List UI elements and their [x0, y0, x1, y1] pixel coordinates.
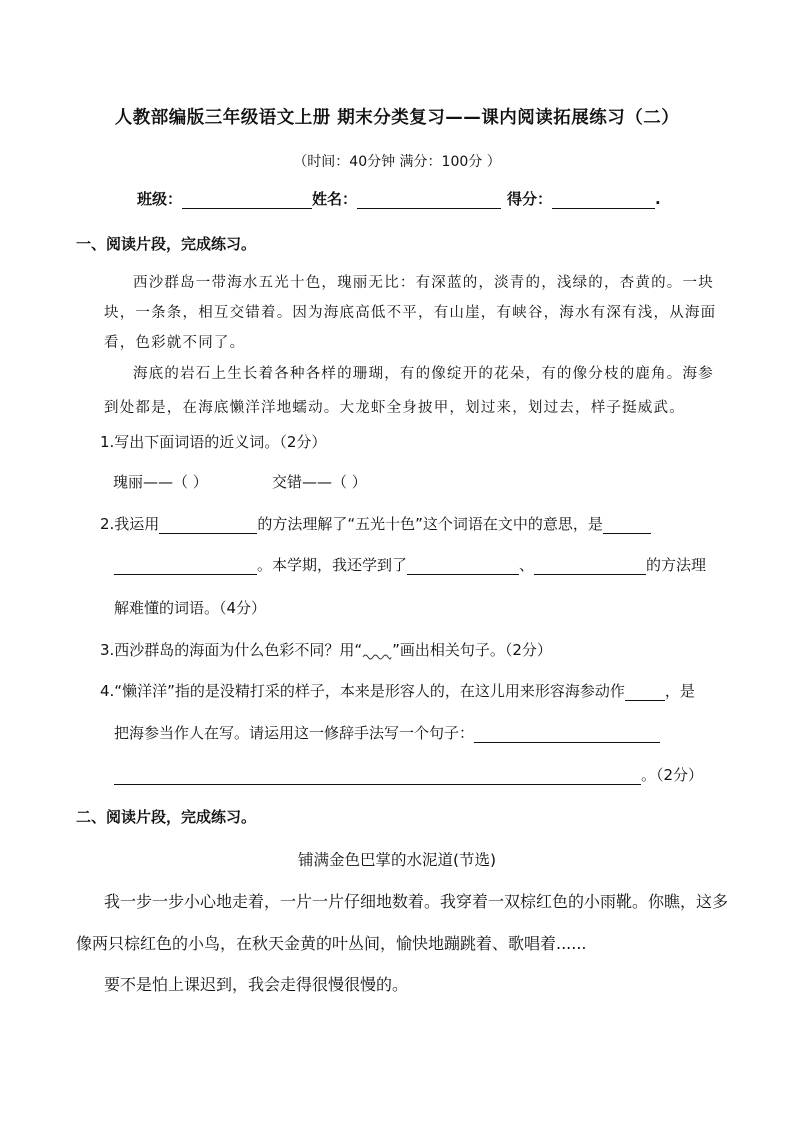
end-mark: . [655, 190, 661, 208]
section1-heading: 一、阅读片段，完成练习。 [76, 235, 257, 253]
q2-answer-blank-5[interactable] [534, 558, 646, 575]
question-3: 3.西沙群岛的海面为什么色彩不同？用“ ”画出相关句子。（2分） [100, 641, 552, 659]
student-info-line [137, 188, 661, 209]
q1-synonym-2: 交错——（ ） [272, 473, 367, 491]
section2-heading: 二、阅读片段，完成练习。 [76, 808, 257, 826]
exam-time-score: （时间：40分钟 满分：100分 ） [293, 154, 501, 170]
score-field[interactable] [552, 192, 655, 209]
class-label: 班级： [137, 190, 183, 208]
q2-answer-blank-2[interactable] [603, 517, 651, 534]
q4-answer-blank-2[interactable] [474, 726, 660, 743]
passage2-title: 铺满金色巴掌的水泥道(节选) [297, 851, 497, 869]
passage2-line: 我一步一步小心地走着，一片一片仔细地数着。我穿着一双棕红色的小雨靴。你瞧，这多 [104, 892, 729, 911]
name-field[interactable] [357, 192, 501, 209]
page-title: 人教部编版三年级语文上册 期末分类复习——课内阅读拓展练习（二） [114, 108, 680, 128]
name-label: 姓名： [312, 190, 358, 208]
passage2-line: 要不是怕上课迟到，我会走得很慢很慢的。 [104, 975, 409, 994]
wavy-underline-icon [362, 650, 392, 660]
passage1-line: 到处都是，在海底懒洋洋地蠕动。大龙虾全身披甲，划过来，划过去，样子挺威武。 [104, 400, 685, 416]
question-2-line2: 。本学期，我还学到了 、 的方法理 [114, 554, 706, 575]
q1-synonym-1: 瑰丽——（ ） [113, 473, 208, 491]
question-2-line1: 2.我运用 的方法理解了“五光十色”这个词语在文中的意思，是 [100, 513, 651, 534]
q2-answer-blank-3[interactable] [114, 558, 257, 575]
score-label: 得分： [507, 190, 553, 208]
class-field[interactable] [182, 192, 312, 209]
passage1-line: 海底的岩石上生长着各种各样的珊瑚，有的像绽开的花朵，有的像分枝的鹿角。海参 [133, 366, 714, 382]
question-2-line3: 解难懂的词语。（4分） [114, 599, 267, 617]
q2-answer-blank-1[interactable] [159, 517, 257, 534]
question-4-line2: 把海参当作人在写。请运用这一修辞手法写一个句子： [114, 722, 660, 743]
q4-answer-blank-1[interactable] [625, 684, 665, 701]
passage2-line: 像两只棕红色的小鸟，在秋天金黄的叶丛间，愉快地蹦跳着、歌唱着...... [76, 934, 587, 953]
passage1-line: 看，色彩就不同了。 [104, 335, 246, 351]
question-1: 1.写出下面词语的近义词。（2分） [100, 433, 327, 451]
q4-answer-blank-3[interactable] [114, 768, 641, 785]
q2-answer-blank-4[interactable] [407, 558, 519, 575]
passage1-line: 西沙群岛一带海水五光十色，瑰丽无比：有深蓝的，淡青的，浅绿的，杏黄的。一块 [133, 275, 714, 291]
question-4-line3: 。（2分） [114, 764, 703, 785]
question-4-line1: 4.“懒洋洋”指的是没精打采的样子，本来是形容人的，在这儿用来形容海参动作 ，是 [100, 682, 695, 700]
passage1-line: 块，一条条，相互交错着。因为海底高低不平，有山崖，有峡谷，海水有深有浅，从海面 [104, 305, 717, 321]
